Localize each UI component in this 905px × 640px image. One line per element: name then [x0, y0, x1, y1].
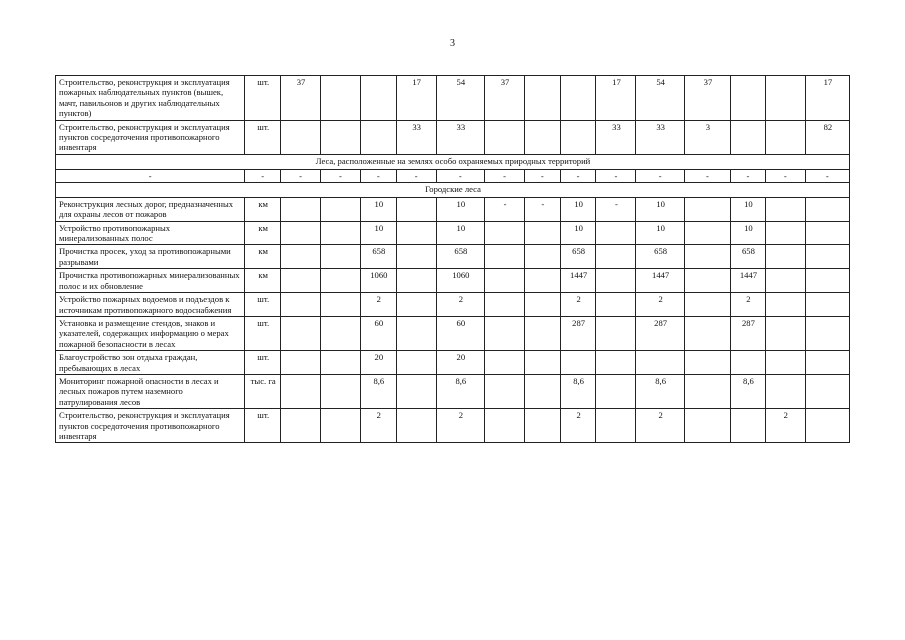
value-cell	[396, 269, 436, 293]
value-cell: 17	[805, 76, 849, 121]
value-cell: 8,6	[360, 374, 396, 408]
value-cell: 2	[560, 293, 596, 317]
value-cell: 658	[731, 245, 766, 269]
value-cell	[731, 409, 766, 443]
row-label: Строительство, реконструкция и эксплуатация пунктов сосредоточения противопожарного инвентаря	[56, 409, 245, 443]
value-cell	[281, 374, 321, 408]
value-cell: 2	[436, 409, 484, 443]
report-table	[55, 75, 850, 443]
row-unit: шт.	[245, 409, 281, 443]
row-label: Устройство противопожарных минерализованных полос	[56, 221, 245, 245]
value-cell	[321, 409, 361, 443]
value-cell	[805, 351, 849, 375]
value-cell	[396, 316, 436, 350]
table-row	[56, 293, 850, 317]
value-cell: 8,6	[731, 374, 766, 408]
value-cell	[281, 221, 321, 245]
value-cell: -	[360, 169, 396, 182]
value-cell	[805, 293, 849, 317]
value-cell	[485, 293, 525, 317]
table-body	[56, 76, 850, 443]
value-cell	[360, 76, 396, 121]
table-row	[56, 316, 850, 350]
table-row	[56, 76, 850, 121]
value-cell	[485, 221, 525, 245]
row-unit: тыс. га	[245, 374, 281, 408]
value-cell	[765, 120, 805, 154]
value-cell	[524, 409, 560, 443]
value-cell	[396, 245, 436, 269]
value-cell: 287	[560, 316, 596, 350]
value-cell	[485, 409, 525, 443]
value-cell: -	[321, 169, 361, 182]
value-cell: 10	[560, 221, 596, 245]
value-cell	[321, 197, 361, 221]
value-cell	[560, 120, 596, 154]
value-cell: 33	[636, 120, 684, 154]
value-cell	[485, 351, 525, 375]
value-cell	[485, 374, 525, 408]
value-cell	[321, 221, 361, 245]
value-cell: 37	[281, 76, 321, 121]
row-label: Благоустройство зон отдыха граждан, пребывающих в лесах	[56, 351, 245, 375]
row-unit: шт.	[245, 293, 281, 317]
value-cell	[524, 245, 560, 269]
value-cell	[321, 374, 361, 408]
value-cell	[524, 221, 560, 245]
value-cell	[596, 374, 636, 408]
value-cell	[765, 374, 805, 408]
value-cell	[805, 374, 849, 408]
value-cell: 1060	[436, 269, 484, 293]
value-cell	[485, 316, 525, 350]
value-cell: 2	[636, 293, 684, 317]
value-cell: -	[765, 169, 805, 182]
value-cell	[684, 374, 730, 408]
value-cell	[684, 316, 730, 350]
value-cell: 10	[636, 221, 684, 245]
value-cell	[281, 316, 321, 350]
row-unit: км	[245, 197, 281, 221]
value-cell	[281, 245, 321, 269]
value-cell: 2	[560, 409, 596, 443]
value-cell: 17	[396, 76, 436, 121]
value-cell	[596, 316, 636, 350]
value-cell: 10	[360, 221, 396, 245]
value-cell: 10	[436, 197, 484, 221]
value-cell	[765, 269, 805, 293]
value-cell: 287	[731, 316, 766, 350]
value-cell	[560, 351, 596, 375]
value-cell: 1447	[731, 269, 766, 293]
row-label: Прочистка просек, уход за противопожарными разрывами	[56, 245, 245, 269]
value-cell	[765, 245, 805, 269]
value-cell: 20	[360, 351, 396, 375]
dash-row	[56, 169, 850, 182]
value-cell: 3	[684, 120, 730, 154]
value-cell	[765, 351, 805, 375]
value-cell: -	[684, 169, 730, 182]
value-cell	[596, 221, 636, 245]
value-cell	[485, 245, 525, 269]
value-cell: 2	[731, 293, 766, 317]
value-cell: 8,6	[436, 374, 484, 408]
value-cell	[524, 374, 560, 408]
value-cell: -	[596, 169, 636, 182]
value-cell: 33	[396, 120, 436, 154]
value-cell: -	[805, 169, 849, 182]
value-cell: 1447	[636, 269, 684, 293]
value-cell: -	[396, 169, 436, 182]
value-cell: -	[596, 197, 636, 221]
table-row	[56, 245, 850, 269]
value-cell	[684, 245, 730, 269]
value-cell	[636, 351, 684, 375]
value-cell: 10	[560, 197, 596, 221]
value-cell	[524, 293, 560, 317]
value-cell	[805, 269, 849, 293]
table-row	[56, 221, 850, 245]
value-cell	[524, 351, 560, 375]
value-cell: -	[524, 197, 560, 221]
value-cell	[321, 120, 361, 154]
value-cell: 658	[636, 245, 684, 269]
value-cell	[524, 120, 560, 154]
value-cell: 2	[360, 293, 396, 317]
value-cell: 1060	[360, 269, 396, 293]
value-cell: 658	[560, 245, 596, 269]
row-label: Устройство пожарных водоемов и подъездов к источникам противопожарного водоснабжения	[56, 293, 245, 317]
value-cell	[765, 316, 805, 350]
value-cell	[396, 409, 436, 443]
value-cell: 10	[360, 197, 396, 221]
value-cell: 2	[436, 293, 484, 317]
value-cell: 10	[436, 221, 484, 245]
row-unit: км	[245, 269, 281, 293]
table-row	[56, 269, 850, 293]
row-unit: км	[245, 221, 281, 245]
row-unit: шт.	[245, 316, 281, 350]
value-cell	[281, 197, 321, 221]
row-label: -	[56, 169, 245, 182]
value-cell: 658	[436, 245, 484, 269]
value-cell: -	[281, 169, 321, 182]
value-cell	[684, 293, 730, 317]
table-row	[56, 197, 850, 221]
value-cell	[396, 351, 436, 375]
value-cell	[805, 221, 849, 245]
value-cell: 60	[436, 316, 484, 350]
section-heading-row	[56, 182, 850, 197]
value-cell	[485, 120, 525, 154]
row-label: Установка и размещение стендов, знаков и указателей, содержащих информацию о мерах пожарной безопасности в лесах	[56, 316, 245, 350]
table-row	[56, 374, 850, 408]
value-cell: -	[731, 169, 766, 182]
value-cell	[321, 76, 361, 121]
value-cell: 37	[485, 76, 525, 121]
value-cell	[596, 245, 636, 269]
value-cell	[360, 120, 396, 154]
value-cell: 1447	[560, 269, 596, 293]
value-cell	[684, 197, 730, 221]
section-heading: Городские леса	[56, 182, 850, 197]
value-cell	[281, 269, 321, 293]
row-unit: км	[245, 245, 281, 269]
value-cell	[596, 269, 636, 293]
value-cell	[485, 269, 525, 293]
value-cell: 17	[596, 76, 636, 121]
value-cell: 33	[436, 120, 484, 154]
value-cell	[805, 316, 849, 350]
value-cell	[321, 245, 361, 269]
value-cell: 20	[436, 351, 484, 375]
row-unit: шт.	[245, 120, 281, 154]
value-cell: -	[560, 169, 596, 182]
value-cell: 10	[731, 221, 766, 245]
value-cell	[396, 197, 436, 221]
value-cell	[731, 351, 766, 375]
value-cell	[731, 76, 766, 121]
value-cell	[321, 351, 361, 375]
value-cell: 10	[731, 197, 766, 221]
value-cell	[765, 197, 805, 221]
value-cell	[684, 269, 730, 293]
value-cell	[524, 76, 560, 121]
value-cell: -	[436, 169, 484, 182]
value-cell: 37	[684, 76, 730, 121]
value-cell	[684, 409, 730, 443]
value-cell	[321, 269, 361, 293]
value-cell: 54	[636, 76, 684, 121]
value-cell	[396, 221, 436, 245]
value-cell	[684, 351, 730, 375]
value-cell: 8,6	[560, 374, 596, 408]
value-cell	[281, 409, 321, 443]
value-cell	[731, 120, 766, 154]
value-cell	[560, 76, 596, 121]
value-cell: 658	[360, 245, 396, 269]
value-cell	[765, 221, 805, 245]
value-cell: -	[485, 169, 525, 182]
value-cell: 2	[360, 409, 396, 443]
table-row	[56, 351, 850, 375]
value-cell	[321, 293, 361, 317]
value-cell: 60	[360, 316, 396, 350]
value-cell	[281, 120, 321, 154]
value-cell: 287	[636, 316, 684, 350]
page-number: 3	[450, 38, 455, 49]
table-row	[56, 120, 850, 154]
value-cell: 2	[765, 409, 805, 443]
value-cell: 10	[636, 197, 684, 221]
value-cell: 82	[805, 120, 849, 154]
value-cell	[281, 351, 321, 375]
value-cell	[765, 76, 805, 121]
row-label: Мониторинг пожарной опасности в лесах и лесных пожаров путем наземного патрулирования лесов	[56, 374, 245, 408]
value-cell	[596, 293, 636, 317]
value-cell	[684, 221, 730, 245]
row-label: Строительство, реконструкция и эксплуатация пунктов сосредоточения противопожарного инвентаря	[56, 120, 245, 154]
value-cell	[765, 293, 805, 317]
value-cell: 2	[636, 409, 684, 443]
value-cell	[805, 245, 849, 269]
row-unit: шт.	[245, 351, 281, 375]
row-label: Реконструкция лесных дорог, предназначенных для охраны лесов от пожаров	[56, 197, 245, 221]
row-label: Строительство, реконструкция и эксплуатация пожарных наблюдательных пунктов (вышек, мачт, павильонов и других наблюдательных пунктов)	[56, 76, 245, 121]
value-cell	[396, 293, 436, 317]
value-cell	[321, 316, 361, 350]
row-unit: -	[245, 169, 281, 182]
value-cell: 54	[436, 76, 484, 121]
section-heading: Леса, расположенные на землях особо охраняемых природных территорий	[56, 154, 850, 169]
value-cell: -	[524, 169, 560, 182]
value-cell	[281, 293, 321, 317]
value-cell	[596, 409, 636, 443]
row-label: Прочистка противопожарных минерализованных полос и их обновление	[56, 269, 245, 293]
value-cell	[805, 197, 849, 221]
value-cell: -	[485, 197, 525, 221]
table-row	[56, 409, 850, 443]
value-cell: 8,6	[636, 374, 684, 408]
value-cell	[596, 351, 636, 375]
value-cell	[396, 374, 436, 408]
value-cell: 33	[596, 120, 636, 154]
row-unit: шт.	[245, 76, 281, 121]
value-cell	[524, 269, 560, 293]
section-heading-row	[56, 154, 850, 169]
value-cell	[805, 409, 849, 443]
value-cell: -	[636, 169, 684, 182]
value-cell	[524, 316, 560, 350]
